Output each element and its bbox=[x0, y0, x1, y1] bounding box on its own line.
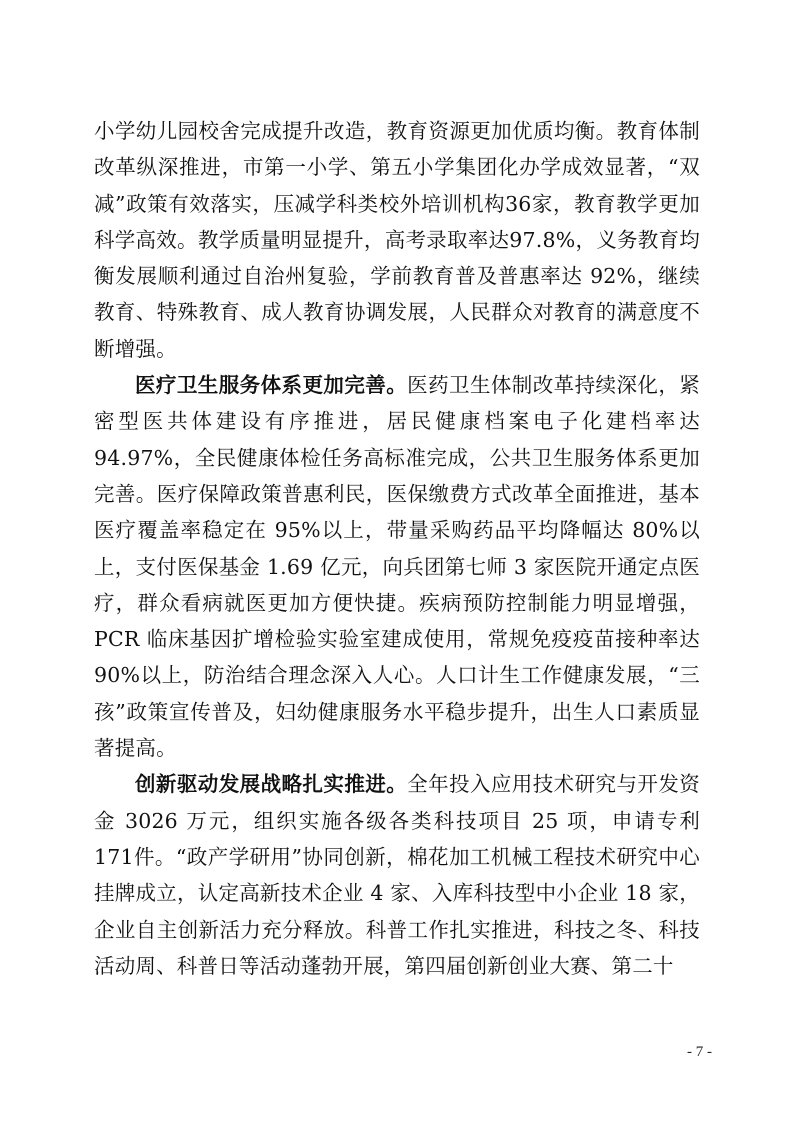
paragraph-heading: 创新驱动发展战略扎实推进。 bbox=[135, 772, 408, 797]
paragraph-innovation bbox=[94, 766, 700, 984]
document-body bbox=[94, 113, 700, 984]
paragraph-healthcare bbox=[94, 367, 700, 766]
page-number: - 7 - bbox=[687, 1044, 712, 1060]
paragraph-heading: 医疗卫生服务体系更加完善。 bbox=[135, 373, 408, 398]
paragraph-text: 小学幼儿园校舍完成提升改造，教育资源更加优质均衡。教育体制改革纵深推进，市第一小学、第五小学集团化办学成效显著，“双减”政策有效落实，压减学科类校外培训机构36家，教育教学更加科学高效。教学质量明显提升，高考录取率达97.8%，义务教育均衡发展顺利通过自治州复验，学前教育普及普惠率达 92%，继续教育、特殊教育、成人教育协调发展，人民群众对教育的满意度不断增强。 bbox=[94, 119, 700, 361]
paragraph-text: 全年投入应用技术研究与开发资金 3026 万元，组织实施各级各类科技项目 25 项，申请专利 171件。“政产学研用”协同创新，棉花加工机械工程技术研究中心挂牌成立，认定高新技术企业 4 家、入库科技型中小企业 18 家，企业自主创新活力充分释放。科普工作扎实推进，科技之冬、科技活动周、科普日等活动蓬勃开展，第四届创新创业大赛、第二十 bbox=[94, 772, 700, 978]
paragraph-text: 医药卫生体制改革持续深化，紧密型医共体建设有序推进，居民健康档案电子化建档率达94.97%，全民健康体检任务高标准完成，公共卫生服务体系更加完善。医疗保障政策普惠利民，医保缴费方式改革全面推进，基本医疗覆盖率稳定在 95%以上，带量采购药品平均降幅达 80%以上，支付医保基金 1.69 亿元，向兵团第七师 3 家医院开通定点医疗，群众看病就医更加方便快捷。疾病预防控制能力明显增强，PCR 临床基因扩增检验实验室建成使用，常规免疫疫苗接种率达90%以上，防治结合理念深入人心。人口计生工作健康发展，“三孩”政策宣传普及，妇幼健康服务水平稳步提升，出生人口素质显著提高。 bbox=[94, 373, 700, 761]
paragraph-education bbox=[94, 113, 700, 367]
